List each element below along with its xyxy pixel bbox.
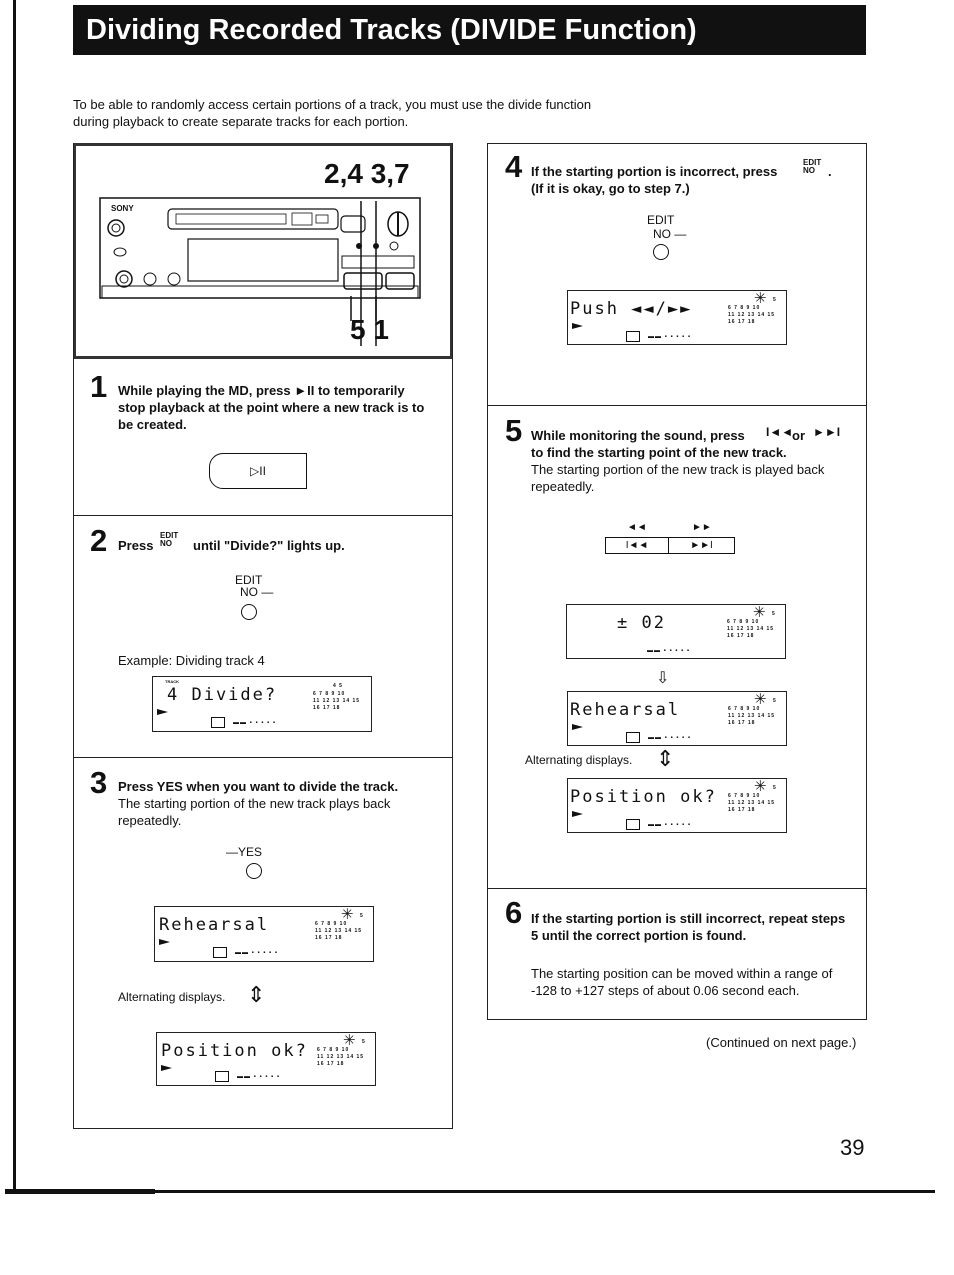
page-number: 39 (840, 1135, 865, 1160)
play-icon (572, 323, 583, 329)
lcd-nums-3: 16 17 18 (315, 935, 343, 941)
play-icon (161, 1065, 172, 1071)
toc-edit-icon (626, 732, 640, 743)
lcd-text: Position ok? (161, 1041, 308, 1061)
edit-label: EDIT (647, 213, 675, 227)
lcd-nums-3: 16 17 18 (317, 1061, 345, 1067)
edit-no-button[interactable] (241, 604, 257, 620)
lcd-text: ± 02 (617, 613, 666, 633)
toc-edit-icon (626, 819, 640, 830)
lcd-nums-1: 6 7 8 9 10 (728, 305, 761, 311)
star-icon: ✳ (341, 906, 354, 923)
lcd-nums-1: 6 7 8 9 10 (728, 706, 761, 712)
lcd-offset (566, 604, 786, 659)
level-bars-icon: ▬▬ ▪ ▪ ▪ ▪ ▪ (233, 720, 276, 726)
lcd-nums-3: 16 17 18 (727, 633, 755, 639)
lcd-position-ok (156, 1032, 376, 1086)
lcd-nums-3: 16 17 18 (728, 319, 756, 325)
step-5-heading-2: to find the starting point of the new track. (531, 445, 787, 460)
rewind-label: ◄◄ (627, 522, 647, 533)
step-6-number: 6 (505, 895, 523, 930)
toc-edit-icon (626, 331, 640, 342)
step-3-number: 3 (90, 765, 108, 800)
callout-bottom: 5 1 (350, 314, 389, 345)
no-label: NO — (653, 227, 687, 241)
no-label: NO — (240, 585, 274, 599)
toc-edit-icon (211, 717, 225, 728)
brand-logo: SONY (111, 204, 134, 213)
level-bars-icon: ▬▬ ▪ ▪ ▪ ▪ ▪ (237, 1074, 280, 1080)
toc-edit-icon (213, 947, 227, 958)
step-2-example: Example: Dividing track 4 (118, 653, 265, 668)
lcd-nums-2: 11 12 13 14 15 (728, 312, 776, 318)
step-4-number: 4 (505, 149, 523, 184)
lcd-nums-2: 11 12 13 14 15 (317, 1054, 365, 1060)
level-bars-icon: ▬▬ ▪ ▪ ▪ ▪ ▪ (647, 648, 690, 654)
play-icon (572, 811, 583, 817)
lcd-nums-0: 5 (362, 1039, 366, 1045)
lcd-nums-2: 11 12 13 14 15 (728, 800, 776, 806)
level-bars-icon: ▬▬ ▪ ▪ ▪ ▪ ▪ (235, 950, 278, 956)
lcd-text: Rehearsal (159, 915, 270, 935)
lcd-text: 4 Divide? (167, 685, 278, 705)
continued-note: (Continued on next page.) (706, 1035, 857, 1050)
step-6-box (487, 888, 867, 1020)
step-5-number: 5 (505, 413, 523, 448)
star-icon: ✳ (753, 604, 766, 621)
step-2-heading-post: until "Divide?" lights up. (193, 538, 345, 553)
step-1-heading: While playing the MD, press ►II to temporarily stop playback at the point where a new track is to be created. (118, 383, 425, 432)
step-1-number: 1 (90, 369, 108, 404)
lcd-nums-1: 6 7 8 9 10 (317, 1047, 350, 1053)
prev-icon: I◄◄ (766, 425, 794, 439)
yes-button[interactable] (246, 863, 262, 879)
lcd-text: Push ◄◄/►► (570, 299, 693, 319)
lcd-divide (152, 676, 372, 732)
md-deck-figure (76, 146, 450, 356)
lcd-nums-0: 4 5 (333, 683, 343, 689)
step-2-number: 2 (90, 523, 108, 558)
lcd-nums-0: 5 (773, 698, 777, 704)
step-5-heading-mid: or (792, 428, 805, 443)
intro-text: To be able to randomly access certain portions of a track, you must use the divide function during playback to create separate tracks for each portion. (73, 97, 592, 129)
lcd-nums-2: 11 12 13 14 15 (727, 626, 775, 632)
down-arrow-icon: ⇩ (656, 670, 670, 687)
page-left-rule (13, 0, 16, 1192)
lcd-nums-0: 5 (772, 611, 776, 617)
next-icon: ►►I (813, 425, 841, 439)
step-3-body: The starting portion of the new track plays back repeatedly. (118, 796, 391, 828)
lcd-rehearsal (567, 691, 787, 746)
lcd-nums-3: 16 17 18 (728, 807, 756, 813)
star-icon: ✳ (754, 778, 767, 795)
step-6-body: The starting position can be moved within a range of -128 to +127 steps of about 0.06 second each. (531, 966, 833, 998)
lcd-nums-0: 5 (773, 297, 777, 303)
step-5-body: The starting portion of the new track is played back repeatedly. (531, 462, 825, 494)
lcd-rehearsal (154, 906, 374, 962)
prev-track-button[interactable]: I◄◄ (605, 537, 669, 554)
star-icon: ✳ (343, 1032, 356, 1049)
lcd-nums-3: 16 17 18 (728, 720, 756, 726)
step-2-edit-no-glyph: EDIT NO (160, 531, 179, 548)
lcd-nums-3: 16 17 18 (313, 705, 341, 711)
edit-label: EDIT (235, 573, 263, 587)
step-5-heading-pre: While monitoring the sound, press (531, 428, 745, 443)
callout-top: 2,4 3,7 (324, 158, 410, 189)
yes-label: —YES (226, 845, 263, 859)
star-icon: ✳ (754, 691, 767, 708)
step-4-heading-post: . (828, 164, 832, 179)
play-icon (159, 939, 170, 945)
lcd-nums-2: 11 12 13 14 15 (315, 928, 363, 934)
lcd-text: Rehearsal (570, 700, 681, 720)
play-pause-button[interactable]: ▷II (209, 453, 307, 489)
lcd-push (567, 290, 787, 345)
step-4-heading-2: (If it is okay, go to step 7.) (531, 181, 690, 196)
lcd-nums-1: 6 7 8 9 10 (313, 691, 346, 697)
lcd-nums-1: 6 7 8 9 10 (315, 921, 348, 927)
step-6-heading: If the starting portion is still incorrect, repeat steps 5 until the correct portion is found. (531, 911, 846, 943)
play-icon (572, 724, 583, 730)
alternating-label: Alternating displays. (118, 990, 226, 1004)
alternating-label: Alternating displays. (525, 753, 633, 767)
lcd-nums-2: 11 12 13 14 15 (313, 698, 361, 704)
level-bars-icon: ▬▬ ▪ ▪ ▪ ▪ ▪ (648, 334, 691, 340)
page-title: Dividing Recorded Tracks (DIVIDE Function) (73, 5, 866, 55)
step-4-heading-pre: If the starting portion is incorrect, press (531, 164, 778, 179)
step-4-edit-no-glyph: EDIT NO (803, 158, 822, 175)
ff-label: ►► (692, 522, 712, 533)
lcd-position-ok (567, 778, 787, 833)
edit-no-button[interactable] (653, 244, 669, 260)
alternate-arrows-icon: ⇕ (656, 746, 675, 771)
step-3-heading: Press YES when you want to divide the track. (118, 779, 399, 794)
play-icon (157, 709, 168, 715)
toc-edit-icon (215, 1071, 229, 1082)
bottom-rule (5, 1190, 935, 1193)
lcd-nums-0: 5 (773, 785, 777, 791)
lcd-nums-1: 6 7 8 9 10 (727, 619, 760, 625)
lcd-track-label: TRACK (165, 679, 179, 684)
next-track-button[interactable]: ►►I (668, 537, 735, 554)
level-bars-icon: ▬▬ ▪ ▪ ▪ ▪ ▪ (648, 822, 691, 828)
lcd-text: Position ok? (570, 787, 717, 807)
lcd-nums-1: 6 7 8 9 10 (728, 793, 761, 799)
alternate-arrows-icon: ⇕ (247, 982, 266, 1007)
step-2-heading-pre: Press (118, 538, 154, 553)
lcd-nums-2: 11 12 13 14 15 (728, 713, 776, 719)
star-icon: ✳ (754, 290, 767, 307)
lcd-nums-0: 5 (360, 913, 364, 919)
level-bars-icon: ▬▬ ▪ ▪ ▪ ▪ ▪ (648, 735, 691, 741)
